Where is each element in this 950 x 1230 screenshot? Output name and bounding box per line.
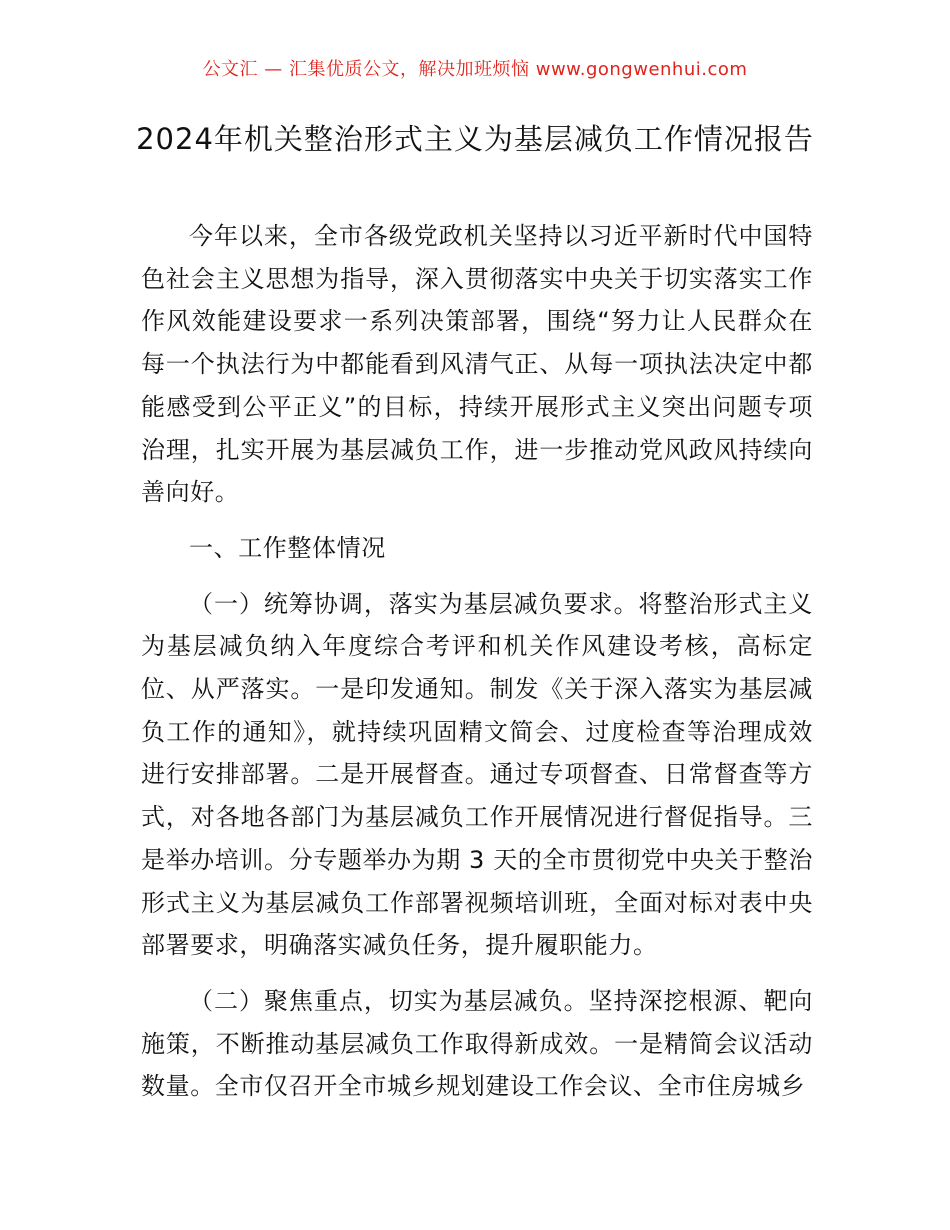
document-body <box>141 215 813 1108</box>
section-heading: 一、工作整体情况 <box>189 533 386 562</box>
intro-paragraph: 今年以来，全市各级党政机关坚持以习近平新时代中国特色社会主义思想为指导，深入贯彻落实中央关于切实落实工作作风效能建设要求一系列决策部署，围绕“努力让人民群众在每一个执法行为中都能看到风清气正、从每一项执法决定中都能感受到公平正义”的目标，持续开展形式主义突出问题专项治理，扎实开展为基层减负工作，进一步推动党风政风持续向善向好。 <box>141 222 813 507</box>
header-watermark-link[interactable]: 公文汇 — 汇集优质公文，解决加班烦恼 www.gongwenhui.com <box>202 59 748 80</box>
document-title: 2024年机关整治形式主义为基层减负工作情况报告 <box>136 122 814 156</box>
subsection-paragraph-1: （一）统筹协调，落实为基层减负要求。将整治形式主义为基层减负纳入年度综合考评和机关作风建设考核，高标定位、从严落实。一是印发通知。制发《关于深入落实为基层减负工作的通知》，就持续巩固精文简会、过度检查等治理成效进行安排部署。二是开展督查。通过专项督查、日常督查等方式，对各地各部门为基层减负工作开展情况进行督促指导。三是举办培训。分专题举办为期 3 天的全市贯彻党中央关于整治形式主义为基层减负工作部署视频培训班，全面对标对表中央部署要求，明确落实减负任务，提升履职能力。 <box>141 589 813 960</box>
subsection-paragraph-2: （二）聚焦重点，切实为基层减负。坚持深挖根源、靶向施策，不断推动基层减负工作取得新成效。一是精简会议活动数量。全市仅召开全市城乡规划建设工作会议、全市住房城乡 <box>141 986 813 1101</box>
